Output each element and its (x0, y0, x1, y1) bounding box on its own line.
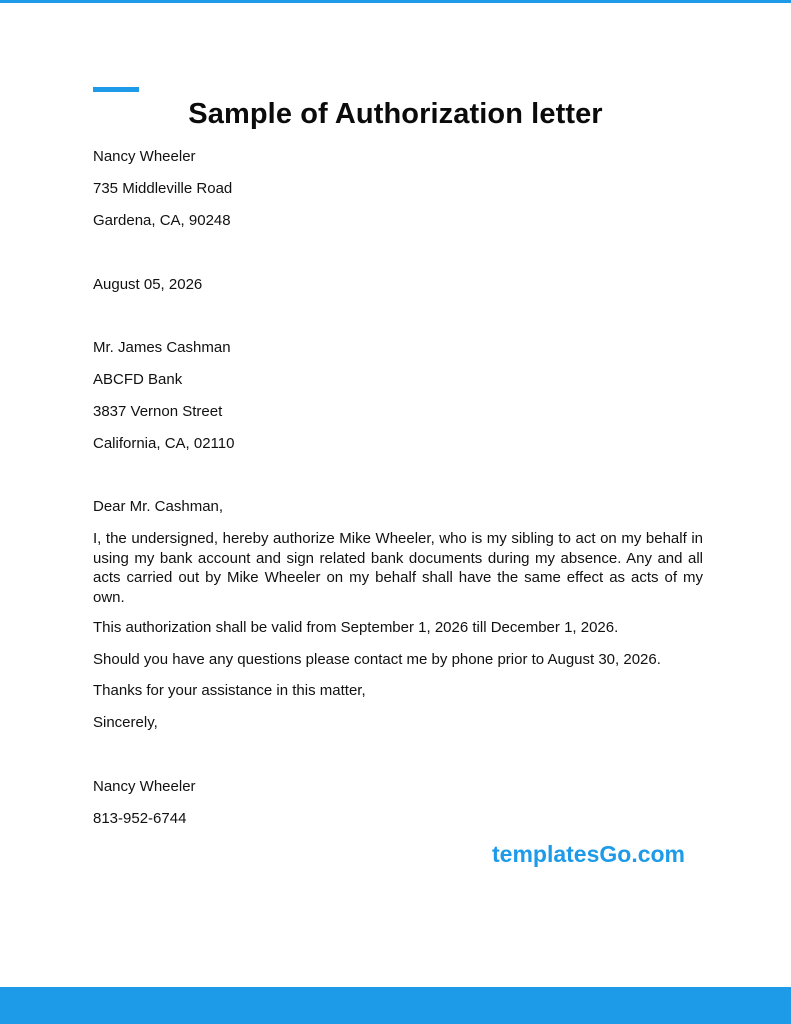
sender-street: 735 Middleville Road (93, 180, 233, 197)
body-paragraph-3: Should you have any questions please contact me by phone prior to August 30, 2026. (93, 651, 661, 668)
sender-city-line: Gardena, CA, 90248 (93, 212, 231, 229)
page-title: Sample of Authorization letter (188, 98, 603, 130)
top-accent-line (0, 0, 791, 3)
letter-date: August 05, 2026 (93, 276, 203, 293)
body-paragraph-1: I, the undersigned, hereby authorize Mike Wheeler, who is my sibling to act on my behalf in using my bank account and sign related bank documents during my absence. Any and all acts carried out by Mike Wheeler on my behalf shall have the same effect as acts of my own. (93, 530, 703, 606)
title-accent-bar (93, 87, 139, 92)
signature-phone: 813-952-6744 (93, 810, 187, 827)
body-paragraph-2: This authorization shall be valid from September 1, 2026 till December 1, 2026. (93, 619, 619, 636)
recipient-city-line: California, CA, 02110 (93, 435, 235, 452)
bottom-accent-bar (0, 987, 791, 1024)
salutation: Dear Mr. Cashman, (93, 498, 224, 515)
recipient-name: Mr. James Cashman (93, 339, 231, 356)
closing: Sincerely, (93, 714, 158, 731)
signature-name: Nancy Wheeler (93, 778, 196, 795)
sender-name: Nancy Wheeler (93, 148, 196, 165)
body-paragraph-4: Thanks for your assistance in this matter, (93, 682, 366, 699)
recipient-company: ABCFD Bank (93, 371, 183, 388)
recipient-street: 3837 Vernon Street (93, 403, 223, 420)
brand-logo-text: templatesGo.com (492, 841, 685, 867)
